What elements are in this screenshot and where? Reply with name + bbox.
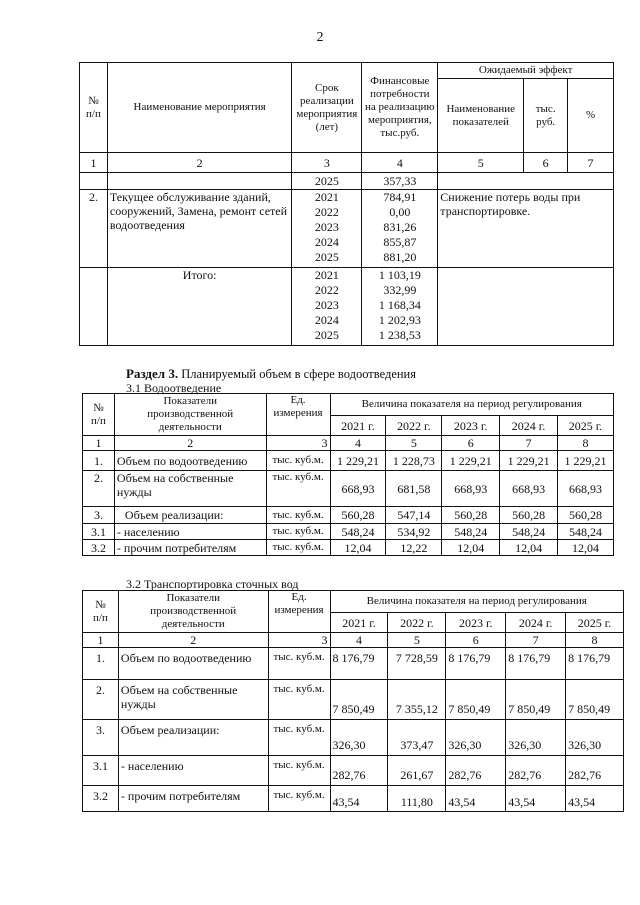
row-value: 1 229,21 [558,451,614,471]
row-num: 1. [83,648,119,680]
header-year: 2024 г. [500,416,558,436]
row-value: 1 229,21 [442,451,500,471]
table-row [83,524,614,540]
index-cell: 5 [438,153,524,173]
header-indicator: Показатели производственной деятельности [118,591,268,633]
index-cell: 3 [268,633,330,648]
index-cell: 7 [506,633,566,648]
row-value: 7 355,12 [388,680,446,720]
header-year: 2022 г. [386,416,442,436]
row-indicator: Объем реализации: [114,507,266,524]
table-row [83,680,624,720]
header-effect-name: Наименование показателей [438,79,524,153]
row-value: 326,30 [330,720,388,756]
row-value: 1 229,21 [500,451,558,471]
table-row [83,507,614,524]
row-unit: тыс. куб.м. [268,680,330,720]
index-cell: 6 [524,153,568,173]
index-cell: 3 [266,436,330,451]
index-cell: 1 [80,153,108,173]
header-year: 2025 г. [566,613,624,633]
header-year: 2021 г. [330,613,388,633]
row-unit: тыс. куб.м. [266,524,330,540]
header-year: 2022 г. [388,613,446,633]
header-year: 2021 г. [330,416,386,436]
header-effect-pct: % [568,79,614,153]
row-value: 560,28 [558,507,614,524]
row-indicator: Объем по водоотведению [118,648,268,680]
header-year: 2023 г. [446,613,506,633]
index-cell: 1 [83,633,119,648]
row-value: 12,04 [558,540,614,556]
row-value: 548,24 [500,524,558,540]
table-row [83,540,614,556]
row-num: 3.1 [83,524,115,540]
table-row [83,471,614,507]
activities-table [79,62,614,346]
index-cell: 4 [362,153,438,173]
header-year: 2025 г. [558,416,614,436]
page-number: 2 [316,30,324,45]
index-cell: 5 [386,436,442,451]
row-value: 12,04 [442,540,500,556]
row-value: 43,54 [506,786,566,812]
row-num: 3.2 [83,786,119,812]
table-row [83,648,624,680]
row-indicator: - населению [114,524,266,540]
header-term: Срок реализации мероприятия (лет) [292,63,362,153]
row-indicator: - прочим потребителям [114,540,266,556]
row-value: 548,24 [558,524,614,540]
row-value: 282,76 [506,756,566,786]
row-value: 282,76 [330,756,388,786]
row-value: 668,93 [442,471,500,507]
subsection-title-water-disposal: 3.1 Водоотведение [126,381,222,395]
header-num: № п/п [83,591,119,633]
row-value: 261,67 [388,756,446,786]
row-value: 12,04 [330,540,386,556]
header-year: 2023 г. [442,416,500,436]
row-num: 3. [83,720,119,756]
index-cell: 2 [118,633,268,648]
index-row [80,153,614,173]
row-value: 560,28 [442,507,500,524]
row-value: 12,22 [386,540,442,556]
index-cell: 6 [442,436,500,451]
row-unit: тыс. куб.м. [268,756,330,786]
row-value: 282,76 [446,756,506,786]
row-indicator: Объем на собственные нужды [114,471,266,507]
row-indicator: - населению [118,756,268,786]
row-unit: тыс. куб.м. [266,507,330,524]
row-value: 8 176,79 [446,648,506,680]
row-value: 326,30 [506,720,566,756]
row-value: 7 850,49 [446,680,506,720]
row-value: 668,93 [330,471,386,507]
row-value: 111,80 [388,786,446,812]
header-unit: Ед. измерения [268,591,330,633]
row-value: 8 176,79 [566,648,624,680]
index-cell: 2 [114,436,266,451]
row-value: 547,14 [386,507,442,524]
row-value: 43,54 [566,786,624,812]
row-value: 12,04 [500,540,558,556]
row-value: 668,93 [500,471,558,507]
row-unit: тыс. куб.м. [268,786,330,812]
header-activity-name: Наименование мероприятия [107,63,291,153]
index-cell: 2 [107,153,291,173]
total-values: 1 103,19 332,99 1 168,34 1 202,93 1 238,53 [362,268,438,346]
row-value: 7 850,49 [330,680,388,720]
row-value: 668,93 [558,471,614,507]
total-label: Итого: [107,268,291,346]
index-cell: 4 [330,633,388,648]
row-value: 7 850,49 [566,680,624,720]
row-value: 373,47 [388,720,446,756]
table-row [80,190,614,268]
activity-years: 2021 2022 2023 2024 2025 [292,190,362,268]
row-value: 7 850,49 [506,680,566,720]
activity-values: 784,91 0,00 831,26 855,87 881,20 [362,190,438,268]
index-row [83,633,624,648]
row-indicator: Объем реализации: [118,720,268,756]
activity-effect: Снижение потерь воды при транспортировке. [438,190,614,268]
header-num: № п/п [83,394,115,436]
section-heading: Планируемый объем в сфере водоотведения [181,367,416,381]
header-unit: Ед. измерения [266,394,330,436]
header-year: 2024 г. [506,613,566,633]
header-finance: Финансовые потребности на реализацию мероприятия, тыс.руб. [362,63,438,153]
row-unit: тыс. куб.м. [268,720,330,756]
row-value: 534,92 [386,524,442,540]
table-row [83,756,624,786]
carry-value: 357,33 [362,173,438,190]
index-cell: 1 [83,436,115,451]
row-indicator: Объем по водоотведению [114,451,266,471]
header-period: Величина показателя на период регулирования [330,394,614,416]
header-expected-effect: Ожидаемый эффект [438,63,614,79]
row-value: 1 228,73 [386,451,442,471]
row-value: 326,30 [446,720,506,756]
index-cell: 3 [292,153,362,173]
header-effect-rub: тыс. руб. [524,79,568,153]
table-row [83,451,614,471]
table-row [83,720,624,756]
row-num: 3.2 [83,540,115,556]
row-unit: тыс. куб.м. [266,451,330,471]
subsection-title-wastewater-transport: 3.2 Транспортировка сточных вод [126,577,299,591]
row-value: 1 229,21 [330,451,386,471]
row-value: 548,24 [330,524,386,540]
total-years: 2021 2022 2023 2024 2025 [292,268,362,346]
index-cell: 7 [500,436,558,451]
row-unit: тыс. куб.м. [268,648,330,680]
row-value: 43,54 [446,786,506,812]
total-row [80,268,614,346]
row-value: 282,76 [566,756,624,786]
row-num: 1. [83,451,115,471]
row-value: 43,54 [330,786,388,812]
row-num: 2. [83,471,115,507]
carry-row [80,173,614,190]
row-value: 8 176,79 [330,648,388,680]
water-disposal-table [82,393,614,556]
row-num: 3.1 [83,756,119,786]
row-indicator: Объем на собственные нужды [118,680,268,720]
index-row [83,436,614,451]
activity-name: Текущее обслуживание зданий, сооружений, Замена, ремонт сетей водоотведения [107,190,291,268]
index-cell: 8 [566,633,624,648]
wastewater-transport-table [82,590,624,812]
row-num: 2. [83,680,119,720]
row-num: 2. [80,190,108,268]
index-cell: 7 [568,153,614,173]
header-period: Величина показателя на период регулирования [330,591,623,613]
carry-year: 2025 [292,173,362,190]
row-unit: тыс. куб.м. [266,471,330,507]
section-title [126,366,416,382]
row-value: 548,24 [442,524,500,540]
header-indicator: Показатели производственной деятельности [114,394,266,436]
index-cell: 4 [330,436,386,451]
row-unit: тыс. куб.м. [266,540,330,556]
table-row [83,786,624,812]
row-value: 560,28 [500,507,558,524]
index-cell: 6 [446,633,506,648]
index-cell: 5 [388,633,446,648]
index-cell: 8 [558,436,614,451]
row-value: 7 728,59 [388,648,446,680]
row-value: 326,30 [566,720,624,756]
row-value: 681,58 [386,471,442,507]
header-num: № п/п [80,63,108,153]
row-num: 3. [83,507,115,524]
section-label: Раздел 3. [126,366,179,381]
row-indicator: - прочим потребителям [118,786,268,812]
row-value: 8 176,79 [506,648,566,680]
row-value: 560,28 [330,507,386,524]
